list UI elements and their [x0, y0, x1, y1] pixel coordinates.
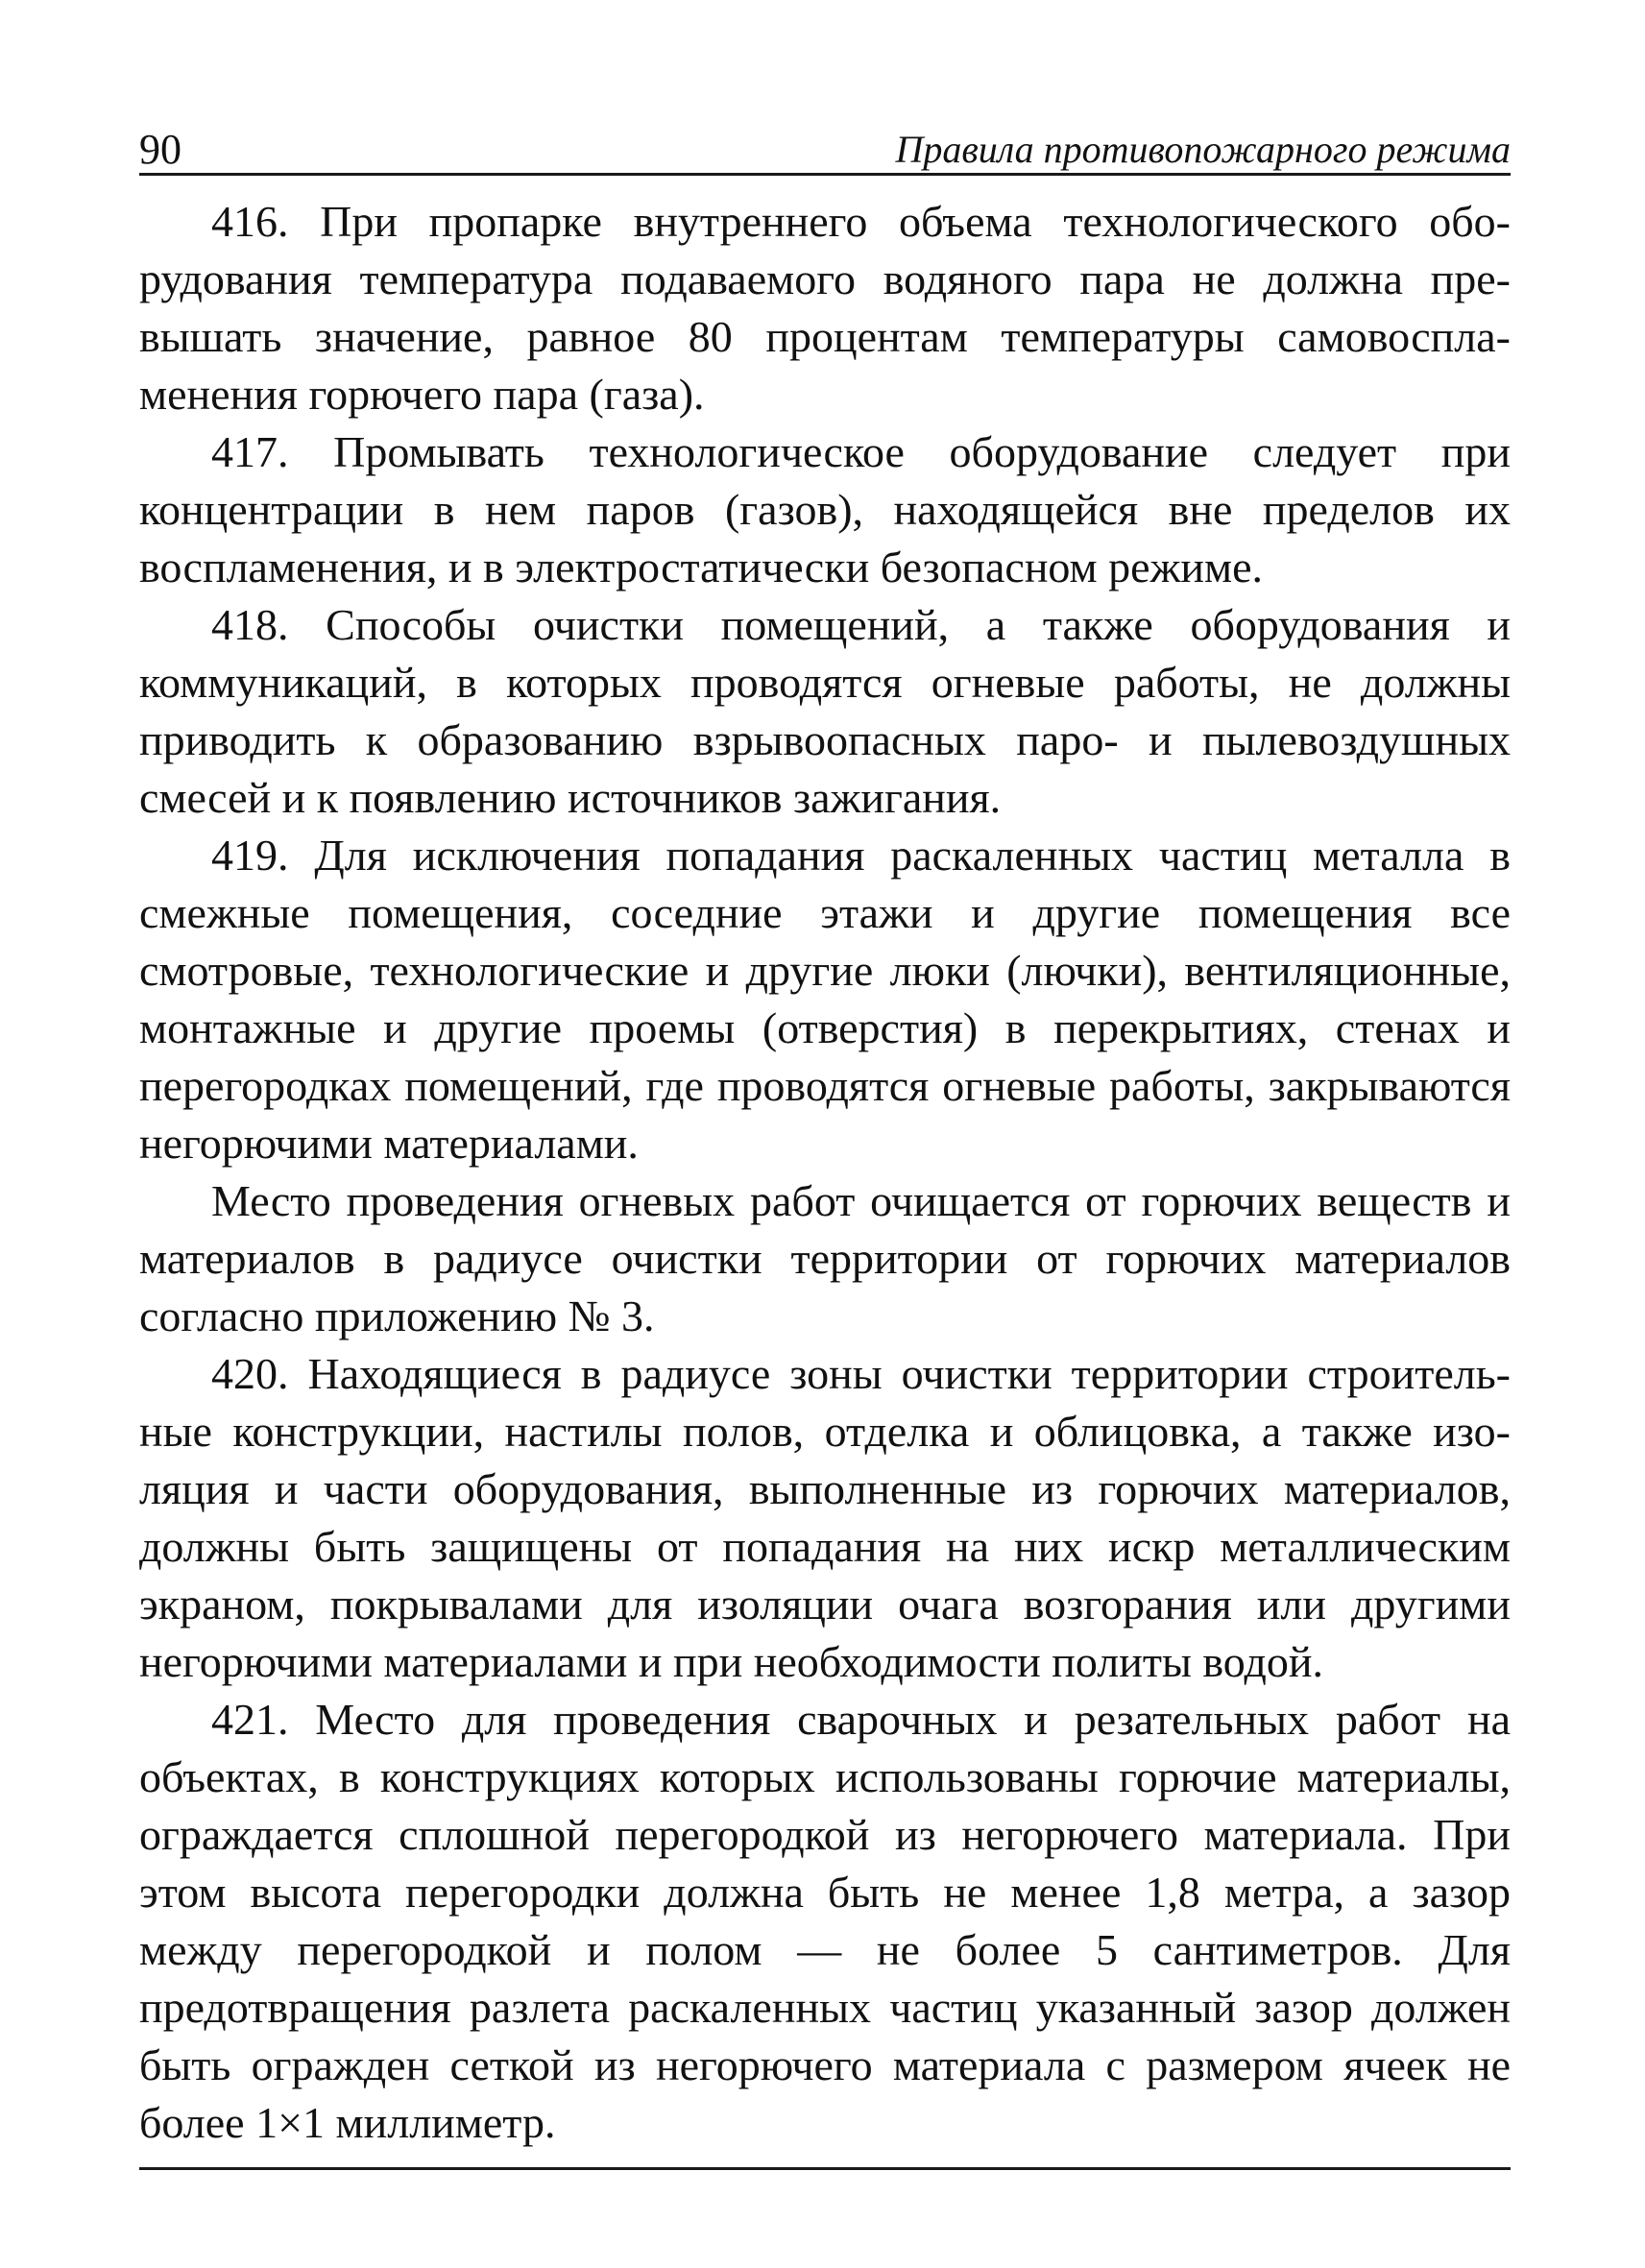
document-page: [139, 113, 1511, 2149]
paragraph-419: 419. Для исключения попадания раскаленных частиц металла в смежные помещения, соседние этажи и другие помещения все смотровые, технологические и другие люки (лючки), вентиляционные, монтажные и другие проемы (отверстия) в перекрытиях, стенах и перегородках помещений, где проводятся огневые работы, закрываются негорючими материалами.: [139, 831, 1511, 1168]
page-number: 90: [139, 126, 181, 173]
paragraph-420: 420. Находящиеся в радиусе зоны очистки территории строительные конструкции, настилы полов, отделка и облицовка, а также изоляция и части оборудования, выполненные из горючих материалов, должны быть защищены от попадания на них искр металлическим экраном, покрывалами для изоляции очага возгорания или другими негорючими материалами и при необходимости политы водой.: [139, 1349, 1511, 1686]
running-title: Правила противопожарного режима: [895, 128, 1511, 171]
body-text: [139, 193, 1511, 2152]
paragraph-417: 417. Промывать технологическое оборудование следует при концентрации в нем паров (газов), находящейся вне пределов их воспламенения, и в электростатически безопасном режиме.: [139, 427, 1511, 591]
paragraph-421: 421. Место для проведения сварочных и резательных работ на объектах, в конструкциях которых использованы горючие материалы, ограждается сплошной перегородкой из негорючего материала. При этом высота перегородки должна быть не менее 1,8 метра, а зазор между перегородкой и полом — не более 5 сантиметров. Для предотвращения разлета раскаленных частиц указанный зазор должен быть огражден сеткой из негорючего материала с размером ячеек не более 1×1 миллиметр.: [139, 1695, 1511, 2147]
paragraph-416: 416. При пропарке внутреннего объема технологического оборудования температура подаваемого водяного пара не должна превышать значение, равное 80 процентам температуры самовоспламенения горючего пара (газа).: [139, 197, 1511, 419]
running-head: [139, 113, 1511, 176]
bottom-rule: [139, 2167, 1511, 2170]
paragraph-419-continued: Место проведения огневых работ очищается от горючих веществ и материалов в радиусе очистки территории от горючих материалов согласно приложению № 3.: [139, 1176, 1511, 1340]
paragraph-418: 418. Способы очистки помещений, а также оборудования и коммуникаций, в которых проводятся огневые работы, не должны приводить к образованию взрывоопасных паро- и пылевоздушных смесей и к появлению источников зажигания.: [139, 600, 1511, 822]
